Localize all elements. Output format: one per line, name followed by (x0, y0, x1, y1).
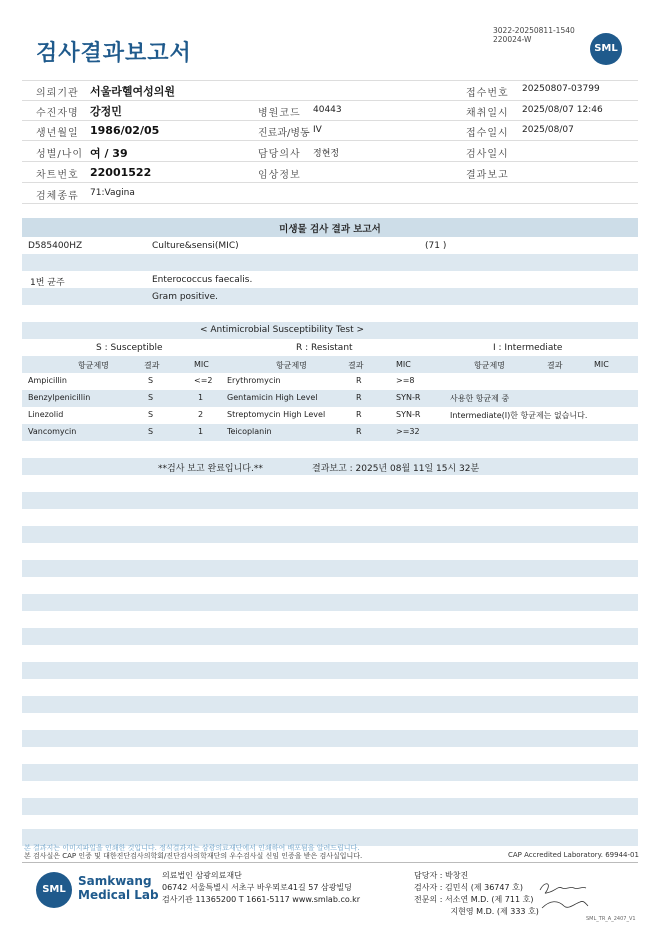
drug-mic: >=32 (396, 427, 420, 436)
tester-label: 검사자 : (414, 883, 443, 892)
drug-result: R (356, 376, 362, 385)
cap-accreditation: CAP Accredited Laboratory. 69944-01 (508, 851, 639, 859)
specimen-value: 71:Vagina (90, 188, 135, 198)
divider (22, 161, 638, 162)
drug-mic: 1 (198, 427, 204, 436)
org-contact: 검사기관 11365200 T 1661-5117 www.smlab.co.kr (162, 895, 361, 904)
sexage-label: 성별/나이 (36, 149, 84, 160)
col-drug: 항균제명 (78, 361, 109, 370)
col-mic: MIC (594, 360, 609, 369)
collect-label: 채취일시 (466, 108, 509, 119)
footer-brand (78, 874, 159, 902)
drug-mic: 1 (198, 393, 204, 402)
ast-title: < Antimicrobial Susceptibility Test > (200, 325, 364, 335)
brand-line2: Medical Lab (78, 888, 159, 902)
row-band (22, 288, 638, 305)
row-band (22, 696, 638, 713)
page-title: 검사결과보고서 (36, 41, 192, 66)
notice-cap: 본 검사실은 CAP 인증 및 대한진단검사의학회/진단검사의학재단의 우수검사실 신임 인증을 받은 검사실입니다. (24, 852, 363, 860)
gram-stain: Gram positive. (152, 292, 218, 302)
row-band (22, 628, 638, 645)
sml-logo: SML (590, 33, 622, 65)
drug-result: R (356, 393, 362, 402)
specimen-label: 검체종류 (36, 191, 79, 202)
doc-id-line1: 3022-20250811-1540 (493, 26, 575, 35)
drug-result: R (356, 427, 362, 436)
ast-row (0, 427, 655, 439)
legend-resistant: R : Resistant (296, 343, 353, 353)
notice-image: 본 결과지는 이미지파일을 인쇄한 것입니다. 정식결과지는 삼광의료재단에서 인쇄하여 배포됨을 알려드립니다. (24, 844, 360, 852)
footer-divider (22, 862, 638, 863)
drug-name: Vancomycin (28, 427, 77, 436)
organism-name: Enterococcus faecalis. (152, 275, 253, 285)
ast-note: 사용한 항균제 중 (450, 394, 510, 403)
legend-intermediate: I : Intermediate (493, 343, 563, 353)
org-info (162, 870, 360, 906)
receipt-date-value: 2025/08/07 (522, 125, 574, 135)
hospital-label: 의뢰기관 (36, 88, 79, 99)
row-band (22, 662, 638, 679)
ast-row (0, 410, 655, 422)
doc-id (493, 26, 575, 44)
row-band (22, 764, 638, 781)
chart-label: 차트번호 (36, 170, 79, 181)
drug-mic: >=8 (396, 376, 415, 385)
ast-row (0, 376, 655, 388)
divider (22, 120, 638, 121)
col-drug: 항균제명 (474, 361, 505, 370)
organism-label: 1번 균주 (30, 278, 65, 288)
staff-label: 담당자 : (414, 871, 443, 880)
col-drug: 항균제명 (276, 361, 307, 370)
drug-result: S (148, 427, 154, 436)
doc-id-line2: 220024-W (493, 35, 532, 44)
test-name: Culture&sensi(MIC) (152, 241, 239, 251)
signature-image (536, 878, 590, 914)
col-result: 결과 (144, 361, 160, 370)
divider (22, 80, 638, 81)
dob-value: 1986/02/05 (90, 124, 160, 137)
form-code: SML_TR_A_2407_V1 (586, 916, 636, 922)
row-band (22, 798, 638, 815)
tester-name: 김민식 (제 36747 호) (444, 883, 523, 892)
drug-result: S (148, 410, 154, 419)
section-title: 미생물 검사 결과 보고서 (279, 224, 381, 235)
col-mic: MIC (396, 360, 411, 369)
brand-line1: Samkwang (78, 874, 152, 888)
dept-value: IV (313, 125, 322, 135)
hospital-code-value: 40443 (313, 105, 342, 115)
staff-info (414, 870, 539, 918)
test-code: D585400HZ (28, 241, 83, 251)
org-name: 의료법인 삼광의료재단 (162, 871, 242, 880)
receipt-date-label: 접수일시 (466, 128, 509, 139)
clinical-label: 임상정보 (258, 170, 301, 181)
org-address: 06742 서울특별시 서초구 바우뫼로41길 57 삼광빌딩 (162, 883, 352, 892)
drug-name: Streptomycin High Level (227, 410, 326, 419)
row-band (22, 526, 638, 543)
report-time: 결과보고 : 2025년 08월 11일 15시 32분 (312, 464, 480, 474)
patient-value: 강정민 (90, 105, 122, 118)
divider (22, 140, 638, 141)
row-band (22, 560, 638, 577)
sml-footer-logo: SML (36, 872, 72, 908)
drug-mic: 2 (198, 410, 204, 419)
sexage-value: 여 / 39 (90, 147, 128, 160)
test-specimen-code: (71 ) (425, 241, 447, 251)
ast-row (0, 393, 655, 405)
col-result: 결과 (348, 361, 364, 370)
drug-result: S (148, 393, 154, 402)
receipt-no-value: 20250807-03799 (522, 84, 600, 94)
col-mic: MIC (194, 360, 209, 369)
drug-result: S (148, 376, 154, 385)
legend-susceptible: S : Susceptible (96, 343, 163, 353)
dept-label: 진료과/병동 (258, 128, 310, 139)
drug-result: R (356, 410, 362, 419)
patient-label: 수진자명 (36, 108, 79, 119)
hospital-code-label: 병원코드 (258, 108, 301, 119)
col-result: 결과 (547, 361, 563, 370)
divider (22, 100, 638, 101)
row-band (22, 730, 638, 747)
report-complete: **검사 보고 완료입니다.** (158, 464, 263, 474)
row-band (22, 594, 638, 611)
drug-mic: SYN-R (396, 410, 421, 419)
collect-value: 2025/08/07 12:46 (522, 105, 603, 115)
divider (22, 182, 638, 183)
staff-name: 박창진 (444, 871, 469, 880)
receipt-no-label: 접수번호 (466, 88, 509, 99)
doctor-value: 정현정 (313, 149, 340, 159)
specialist-2: 지현영 M.D. (제 333 호) (450, 907, 539, 916)
drug-name: Gentamicin High Level (227, 393, 318, 402)
row-band (22, 492, 638, 509)
row-band (22, 254, 638, 271)
ast-note: Intermediate(I)한 항균제는 없습니다. (450, 411, 588, 420)
drug-mic: <=2 (194, 376, 213, 385)
drug-name: Ampicillin (28, 376, 67, 385)
doctor-label: 담당의사 (258, 149, 301, 160)
drug-name: Benzylpenicillin (28, 393, 91, 402)
test-date-label: 검사일시 (466, 149, 509, 160)
report-label: 결과보고 (466, 170, 509, 181)
specialist-1: 서소연 M.D. (제 711 호) (444, 895, 534, 904)
hospital-value: 서울라헬여성의원 (90, 85, 176, 98)
specialist-label: 전문의 : (414, 895, 443, 904)
drug-name: Teicoplanin (227, 427, 272, 436)
ast-header (0, 360, 655, 372)
dob-label: 생년월일 (36, 128, 79, 139)
chart-value: 22001522 (90, 166, 152, 179)
drug-name: Linezolid (28, 410, 64, 419)
drug-name: Erythromycin (227, 376, 281, 385)
divider (22, 203, 638, 204)
drug-mic: SYN-R (396, 393, 421, 402)
